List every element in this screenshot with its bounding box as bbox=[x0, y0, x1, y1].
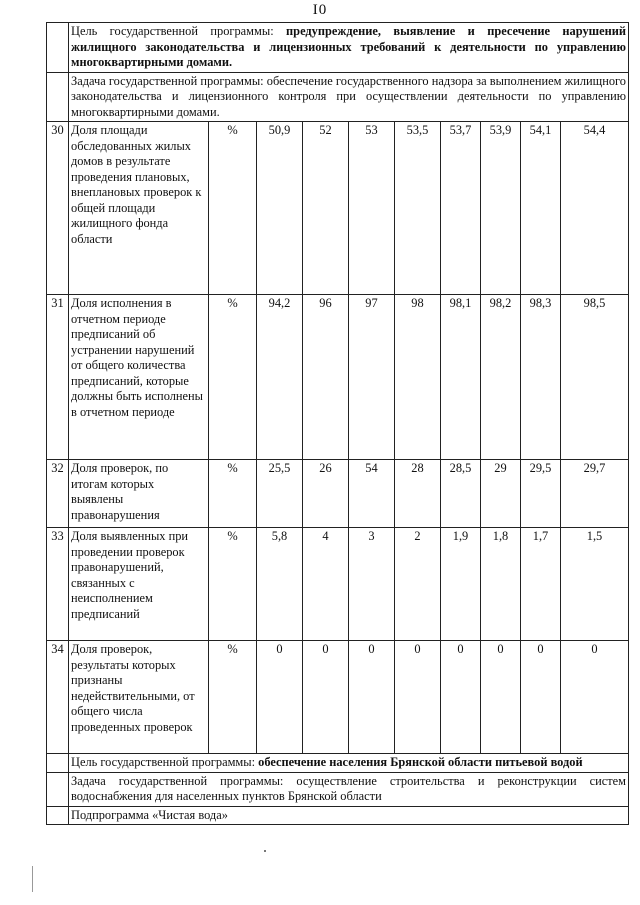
indicator-value: 52 bbox=[303, 122, 349, 295]
indicator-value: 0 bbox=[395, 641, 441, 754]
indicator-name: Доля проверок, результаты которых признаны недействительными, от общего числа проведенных проверок bbox=[69, 641, 209, 754]
indicator-unit: % bbox=[209, 641, 257, 754]
indicator-value: 0 bbox=[303, 641, 349, 754]
table-row bbox=[47, 295, 629, 460]
subprogram-row-cell: Подпрограмма «Чистая вода» bbox=[69, 806, 629, 825]
goal-cell bbox=[69, 23, 629, 73]
goal2-row bbox=[47, 754, 629, 773]
indicator-unit: % bbox=[209, 295, 257, 460]
indicator-value: 1,7 bbox=[521, 528, 561, 641]
indicator-value: 97 bbox=[349, 295, 395, 460]
page-number: I0 bbox=[312, 2, 328, 18]
table-row bbox=[47, 460, 629, 528]
subprogram-row-spacer bbox=[47, 806, 69, 825]
row-number: 33 bbox=[47, 528, 69, 641]
indicators-table bbox=[46, 22, 629, 825]
indicator-value: 29 bbox=[481, 460, 521, 528]
indicator-value: 54,4 bbox=[561, 122, 629, 295]
indicator-value: 25,5 bbox=[257, 460, 303, 528]
indicator-value: 0 bbox=[441, 641, 481, 754]
indicator-value: 5,8 bbox=[257, 528, 303, 641]
row-number: 30 bbox=[47, 122, 69, 295]
indicator-value: 0 bbox=[349, 641, 395, 754]
table-row bbox=[47, 122, 629, 295]
indicator-value: 98,5 bbox=[561, 295, 629, 460]
indicator-value: 53,7 bbox=[441, 122, 481, 295]
indicator-value: 28 bbox=[395, 460, 441, 528]
goal2-row-spacer bbox=[47, 754, 69, 773]
row-number: 34 bbox=[47, 641, 69, 754]
indicator-value: 0 bbox=[257, 641, 303, 754]
indicator-value: 98,2 bbox=[481, 295, 521, 460]
table-row bbox=[47, 641, 629, 754]
indicator-value: 0 bbox=[481, 641, 521, 754]
goal-prefix: Цель государственной программы: bbox=[71, 24, 287, 38]
indicator-unit: % bbox=[209, 460, 257, 528]
indicator-value: 4 bbox=[303, 528, 349, 641]
indicator-value: 1,8 bbox=[481, 528, 521, 641]
indicator-value: 1,5 bbox=[561, 528, 629, 641]
indicator-value: 26 bbox=[303, 460, 349, 528]
row-number: 32 bbox=[47, 460, 69, 528]
indicator-value: 1,9 bbox=[441, 528, 481, 641]
scan-speck bbox=[264, 850, 266, 852]
indicator-value: 29,5 bbox=[521, 460, 561, 528]
indicator-value: 28,5 bbox=[441, 460, 481, 528]
indicator-value: 98,1 bbox=[441, 295, 481, 460]
indicator-value: 53 bbox=[349, 122, 395, 295]
indicator-name: Доля проверок, по итогам которых выявлены правонарушения bbox=[69, 460, 209, 528]
goal2-row-prefix: Цель государственной программы: bbox=[71, 755, 259, 769]
indicator-value: 53,9 bbox=[481, 122, 521, 295]
indicator-value: 29,7 bbox=[561, 460, 629, 528]
task-row bbox=[47, 72, 629, 122]
indicator-unit: % bbox=[209, 528, 257, 641]
indicator-name: Доля площади обследованных жилых домов в результате проведения плановых, внеплановых проверок к общей площади жилищного фонда области bbox=[69, 122, 209, 295]
subprogram-row bbox=[47, 806, 629, 825]
indicator-value: 0 bbox=[521, 641, 561, 754]
indicator-value: 54,1 bbox=[521, 122, 561, 295]
goal-text: предупреждение, выявление и пресечение нарушений жилищного законодательства и лицензионных требований к деятельности по управлению многоквартирными домами. bbox=[71, 24, 627, 69]
indicator-value: 96 bbox=[303, 295, 349, 460]
indicator-unit: % bbox=[209, 122, 257, 295]
task2-row-cell: Задача государственной программы: осуществление строительства и реконструкции систем водоснабжения для населенных пунктов Брянской области bbox=[69, 772, 629, 806]
indicator-value: 0 bbox=[561, 641, 629, 754]
task2-row-spacer bbox=[47, 772, 69, 806]
goal2-row-text: обеспечение населения Брянской области питьевой водой bbox=[258, 755, 583, 769]
indicator-value: 98 bbox=[395, 295, 441, 460]
goal-row bbox=[47, 23, 629, 73]
table-row bbox=[47, 528, 629, 641]
indicator-value: 98,3 bbox=[521, 295, 561, 460]
task-cell: Задача государственной программы: обеспечение государственного надзора за выполнением жилищного законодательства и лицензионного контроля при осуществлении деятельности по управлению многоквартирными домами. bbox=[69, 72, 629, 122]
goal-row-spacer bbox=[47, 23, 69, 73]
goal2-row-cell bbox=[69, 754, 629, 773]
indicator-value: 3 bbox=[349, 528, 395, 641]
margin-mark bbox=[32, 866, 33, 892]
task-row-spacer bbox=[47, 72, 69, 122]
indicator-value: 54 bbox=[349, 460, 395, 528]
indicator-name: Доля выявленных при проведении проверок правонарушений, связанных с неисполнением предписаний bbox=[69, 528, 209, 641]
indicator-value: 2 bbox=[395, 528, 441, 641]
indicator-value: 50,9 bbox=[257, 122, 303, 295]
indicator-name: Доля исполнения в отчетном периоде предписаний об устранении нарушений от общего количества предписаний, которые должны быть исполнены в отчетном периоде bbox=[69, 295, 209, 460]
row-number: 31 bbox=[47, 295, 69, 460]
indicator-value: 94,2 bbox=[257, 295, 303, 460]
indicator-value: 53,5 bbox=[395, 122, 441, 295]
task2-row bbox=[47, 772, 629, 806]
